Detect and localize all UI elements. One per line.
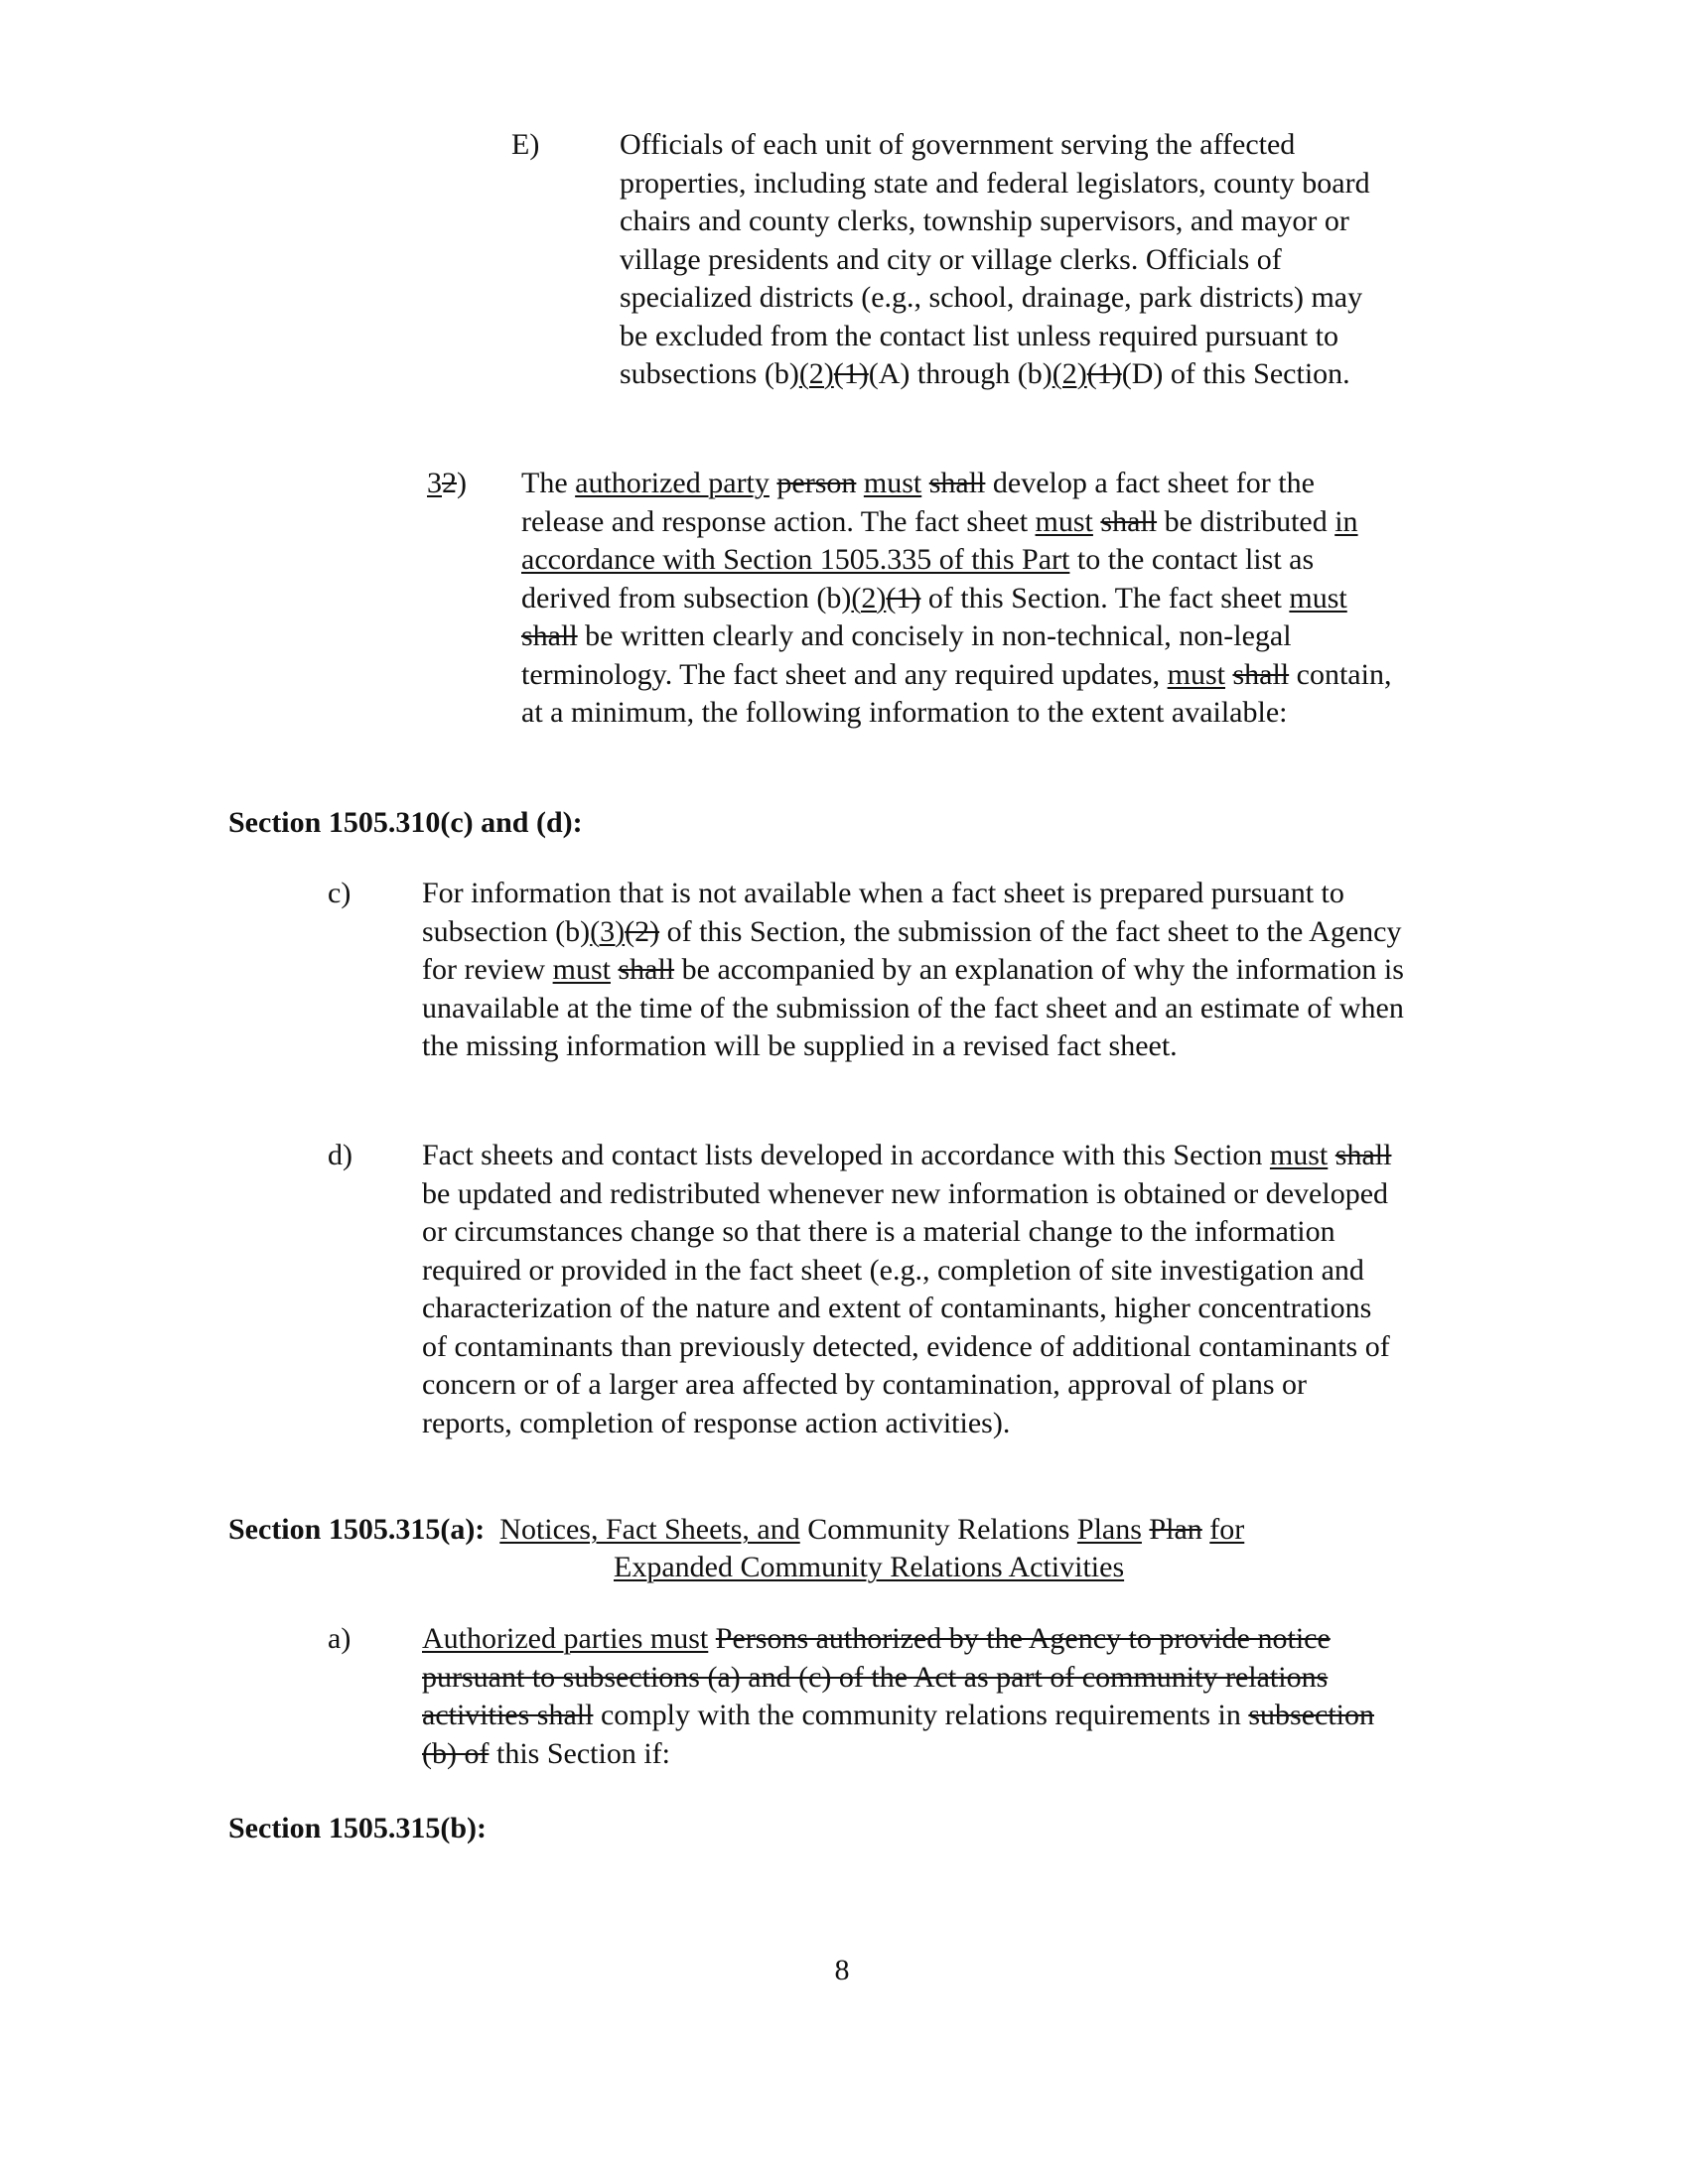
item-c-ins-must: must <box>552 953 611 986</box>
item-c-ins-3: (3) <box>590 914 626 948</box>
item-a-t1: comply with the community relations requirements in <box>593 1699 1249 1731</box>
item-3-label <box>427 465 467 503</box>
section-heading-315a-t1: Community Relations <box>799 1513 1077 1546</box>
item-3-label-ins: 3 <box>427 467 442 499</box>
item-3-del-person: person <box>776 467 857 499</box>
section-heading-315a-ins-for: for <box>1209 1513 1245 1546</box>
item-d-ins-must: must <box>1269 1139 1329 1171</box>
item-3-ins-2: (2) <box>851 581 887 614</box>
item-c-t1: For information that is not available when a fact sheet is prepared pursuant to subsection (b) <box>422 877 1344 948</box>
item-3-label-end: ) <box>457 467 467 499</box>
item-a-t2: this Section if: <box>489 1736 670 1770</box>
item-e-ins2: (2) <box>1052 357 1087 390</box>
item-3-t2: develop a fact sheet for the release and response action. The fact sheet <box>521 467 1315 538</box>
item-a-del-persons: Persons authorized by the Agency to provide notice pursuant to subsections (a) and (c) of the Act as part of community relations activities shall <box>422 1622 1331 1731</box>
item-e-end: (D) of this Section. <box>1121 357 1350 390</box>
item-c-text <box>422 875 1405 1066</box>
section-heading-315a <box>228 1511 1420 1550</box>
item-e-text <box>620 126 1384 394</box>
item-d-text <box>422 1137 1400 1442</box>
item-e-body: Officials of each unit of government serving the affected properties, including state and federal legislators, county board chairs and county clerks, township supervisors, and mayor or village presidents and city or village clerks. Officials of specialized districts (e.g., school, drainage, park districts) may be excluded from the contact list unless required pursuant to subsections (b) <box>620 128 1370 390</box>
item-3-del-1: (1) <box>886 581 921 614</box>
item-c-t3: be accompanied by an explanation of why the information is unavailable at the time of the submission of the fact sheet and an estimate of when the missing information will be supplied in a revised fact sheet. <box>422 953 1404 1062</box>
item-c-label: c) <box>328 877 351 909</box>
item-a-del-sub: subsection (b) of <box>422 1699 1374 1770</box>
item-e-ins1: (2) <box>798 357 834 390</box>
item-e-del2: (1) <box>1086 357 1122 390</box>
item-3-ins-party: authorized party <box>575 467 770 499</box>
item-e-mid: (A) through (b) <box>868 357 1052 390</box>
item-a-ins-auth: Authorized parties must <box>422 1622 709 1655</box>
item-e-del1: (1) <box>833 357 869 390</box>
item-3-del-shall3: shall <box>521 619 578 652</box>
item-c-del-2: (2) <box>625 914 660 948</box>
page-number: 8 <box>834 1954 850 1986</box>
item-a-text <box>422 1620 1390 1773</box>
item-d-del-shall: shall <box>1334 1139 1392 1171</box>
item-d-t1: Fact sheets and contact lists developed in accordance with this Section <box>422 1139 1270 1171</box>
item-3-ins-must3: must <box>1289 581 1347 614</box>
item-3-ins-must4: must <box>1167 657 1225 691</box>
item-3-t6: be written clearly and concisely in non-technical, non-legal terminology. The fact sheet and any required updates, <box>521 619 1292 691</box>
item-3-label-del: 2 <box>442 467 457 499</box>
item-c-del-shall: shall <box>618 953 675 986</box>
item-3-t7: contain, at a minimum, the following information to the extent available: <box>521 657 1392 729</box>
item-3-ins-must2: must <box>1035 504 1093 538</box>
item-3-t4: to the contact list as derived from subsection (b) <box>521 543 1315 614</box>
item-3-ins-accord: in accordance with Section 1505.335 of this Part <box>521 504 1358 576</box>
item-3-del-shall4: shall <box>1232 657 1290 691</box>
item-3-text <box>521 465 1395 733</box>
section-heading-315a-del-plan: Plan <box>1149 1513 1202 1546</box>
item-3-t5: of this Section. The fact sheet <box>920 581 1290 614</box>
item-a-label: a) <box>328 1622 351 1655</box>
section-heading-310: Section 1505.310(c) and (d): <box>228 806 583 839</box>
item-d-t2: be updated and redistributed whenever new information is obtained or developed or circumstances change so that there is a material change to the information required or provided in the fact sheet (e.g., completion of site investigation and characterization of the nature and extent of contaminants, higher concentrations of contaminants than previously detected, evidence of additional contaminants of concern or of a larger area affected by contamination, approval of plans or reports, completion of response action activities). <box>422 1176 1390 1439</box>
item-d-label: d) <box>328 1139 352 1171</box>
section-heading-315a-line2 <box>614 1549 1124 1587</box>
item-3-del-shall1: shall <box>928 467 986 499</box>
section-heading-315a-ins-notices: Notices, Fact Sheets, and <box>499 1513 800 1546</box>
item-c-t2: of this Section, the submission of the fact sheet to the Agency for review <box>422 914 1402 986</box>
section-heading-315a-label: Section 1505.315(a): <box>228 1513 486 1546</box>
section-heading-315a-ins-line2: Expanded Community Relations Activities <box>614 1551 1125 1583</box>
item-e-label: E) <box>511 128 540 161</box>
section-heading-315a-ins-plans: Plans <box>1076 1513 1142 1546</box>
item-3-t1: The <box>521 467 576 499</box>
item-3-t3: be distributed <box>1157 504 1335 538</box>
section-heading-315b: Section 1505.315(b): <box>228 1812 487 1844</box>
item-3-ins-must1: must <box>863 467 922 499</box>
item-3-del-shall2: shall <box>1100 504 1158 538</box>
